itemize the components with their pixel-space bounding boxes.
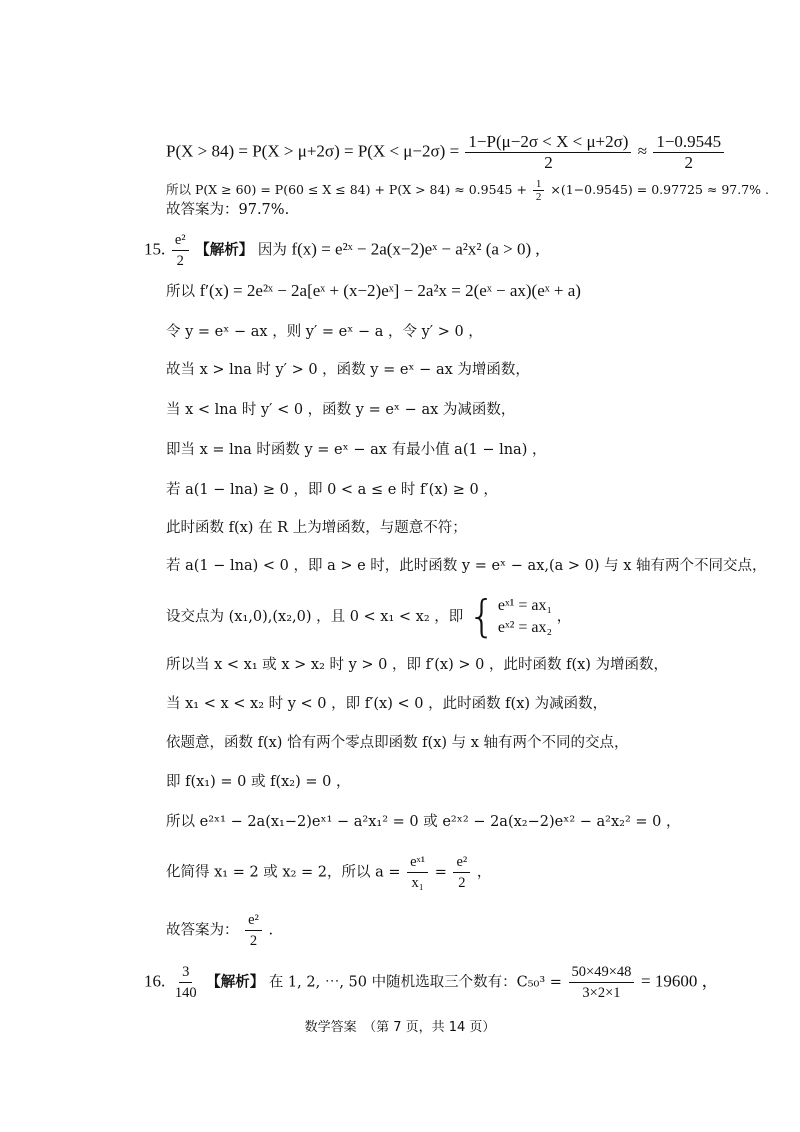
left-brace-icon: {	[467, 591, 496, 642]
fraction-numerator: 1−0.9545	[653, 132, 724, 153]
q15-simplify-line	[166, 852, 491, 893]
q15-line: 所以当 x < x₁ 或 x > x₂ 时 y > 0 ，即 f′(x) > 0 ，此时函数 f(x) 为增函数，	[166, 657, 669, 673]
q15-line: 即当 x = lna 时函数 y = eˣ − ax 有最小值 a(1 − lna) ，	[166, 442, 547, 458]
fraction-denominator: 2	[684, 153, 693, 172]
equals-sign: =	[434, 864, 447, 881]
q15-derivative-line	[166, 281, 581, 302]
fraction-denominator: 2	[544, 153, 553, 172]
q15-line: 所以 e²ˣ¹ − 2a(x₁−2)eˣ¹ − a²x₁² = 0 或 e²ˣ² − 2a(x₂−2)eˣ² − a²x₂² = 0 ，	[166, 814, 681, 830]
fraction-denominator: 2	[535, 191, 542, 203]
text-segment: 设交点为 (x₁,0),(x₂,0) ，且 0 < x₁ < x₂ ，即	[166, 609, 464, 625]
question-number: 16.	[144, 971, 166, 991]
q15-line: 故当 x > lna 时 y′ > 0 ，函数 y = eˣ − ax 为增函数，	[166, 362, 530, 378]
answer-fraction	[172, 962, 200, 1003]
normal-prob-equation	[166, 132, 726, 173]
question-number: 15.	[144, 239, 166, 259]
combination-result: = 19600 ，	[640, 971, 719, 991]
equation-lhs: P(X > 84) = P(X > μ+2σ) = P(X < μ−2σ) =	[166, 141, 460, 161]
fraction-numerator: 50×49×48	[569, 962, 635, 983]
derivative-formula: f′(x) = 2e²ˣ − 2a[eˣ + (x−2)eˣ] − 2a²x = 2(eˣ − ax)(eˣ + a)	[199, 281, 581, 300]
function-definition: f(x) = e²ˣ − 2a(x−2)eˣ − a²x² (a > 0) ,	[291, 239, 540, 259]
half-fraction	[533, 178, 545, 203]
q15-line: 依题意，函数 f(x) 恰有两个零点即函数 f(x) 与 x 轴有两个不同的交点，	[166, 735, 629, 751]
fraction-numerator: eˣ¹	[407, 852, 428, 873]
q15-answer-line	[166, 910, 273, 951]
text-segment: 故答案为：	[166, 922, 239, 939]
fraction-denominator: 140	[174, 985, 197, 1001]
fraction-denominator: x₁	[411, 875, 424, 891]
fraction	[407, 852, 428, 893]
q15-line: 即 f(x₁) = 0 或 f(x₂) = 0 ，	[166, 774, 351, 790]
analysis-tag: 【解析】	[206, 973, 265, 991]
fraction-denominator: 2	[458, 875, 466, 891]
q16-header	[144, 962, 719, 1003]
fraction-numerator: 1−P(μ−2σ < X < μ+2σ)	[465, 132, 631, 153]
punctuation: ，	[476, 864, 492, 881]
fraction	[453, 852, 470, 893]
answer-line: 故答案为：97.7%.	[166, 202, 290, 218]
approx-sign: ≈	[637, 141, 648, 161]
text-segment: 因为	[257, 242, 287, 259]
fraction-numerator: e²	[453, 852, 470, 873]
fraction	[465, 132, 631, 173]
text-segment: ×(1−0.9545) = 0.97725 ≈ 97.7% .	[550, 182, 769, 197]
q15-line: 当 x < lna 时 y′ < 0 ，函数 y = eˣ − ax 为减函数，	[166, 402, 516, 418]
fraction	[653, 132, 724, 173]
fraction-numerator: 3	[179, 962, 192, 983]
fraction-numerator: 1	[533, 178, 545, 191]
fraction-numerator: e²	[245, 910, 262, 931]
fraction-denominator: 2	[249, 933, 258, 949]
q15-line: 若 a(1 − lna) < 0 ，即 a > e 时，此时函数 y = eˣ − ax,(a > 0) 与 x 轴有两个不同交点，	[166, 558, 767, 574]
system-rows	[498, 595, 552, 639]
text-segment: 在 1, 2, ⋯, 50 中随机选取三个数有：C₅₀³ =	[268, 974, 562, 991]
text-segment: 化简得 x₁ = 2 或 x₂ = 2，所以 a =	[166, 864, 401, 881]
text-segment: 所以 P(X ≥ 60) = P(60 ≤ X ≤ 84) + P(X > 84) ≈ 0.9545 +	[166, 182, 527, 197]
fraction-numerator: e²	[172, 230, 189, 251]
q15-line: 若 a(1 − lna) ≥ 0 ，即 0 < a ≤ e 时 f′(x) ≥ 0 ，	[166, 482, 498, 498]
text-segment: 所以	[166, 284, 195, 300]
answer-fraction	[172, 230, 189, 271]
answer-fraction	[245, 910, 262, 951]
punctuation: ，	[556, 609, 572, 625]
equation-system	[467, 591, 553, 642]
q15-line: 此时函数 f(x) 在 R 上为增函数，与题意不符；	[166, 520, 467, 536]
analysis-tag: 【解析】	[195, 241, 254, 259]
q15-intersection-line	[166, 591, 572, 642]
fraction-denominator: 2	[176, 253, 184, 269]
punctuation: .	[268, 922, 274, 939]
fraction	[569, 962, 635, 1003]
fraction-denominator: 3×2×1	[582, 985, 621, 1001]
q15-header	[144, 230, 540, 271]
q15-line: 令 y = eˣ − ax ，则 y′ = eˣ − a ，令 y′ > 0 ，	[166, 324, 483, 340]
system-equation: eˣ¹ = ax₁	[497, 597, 553, 614]
q15-line: 当 x₁ < x < x₂ 时 y < 0 ，即 f′(x) < 0 ，此时函数 f(x) 为减函数，	[166, 696, 608, 712]
system-equation: eˣ² = ax₂	[497, 619, 553, 636]
page-footer: 数学答案 （第 7 页，共 14 页）	[304, 1020, 496, 1035]
